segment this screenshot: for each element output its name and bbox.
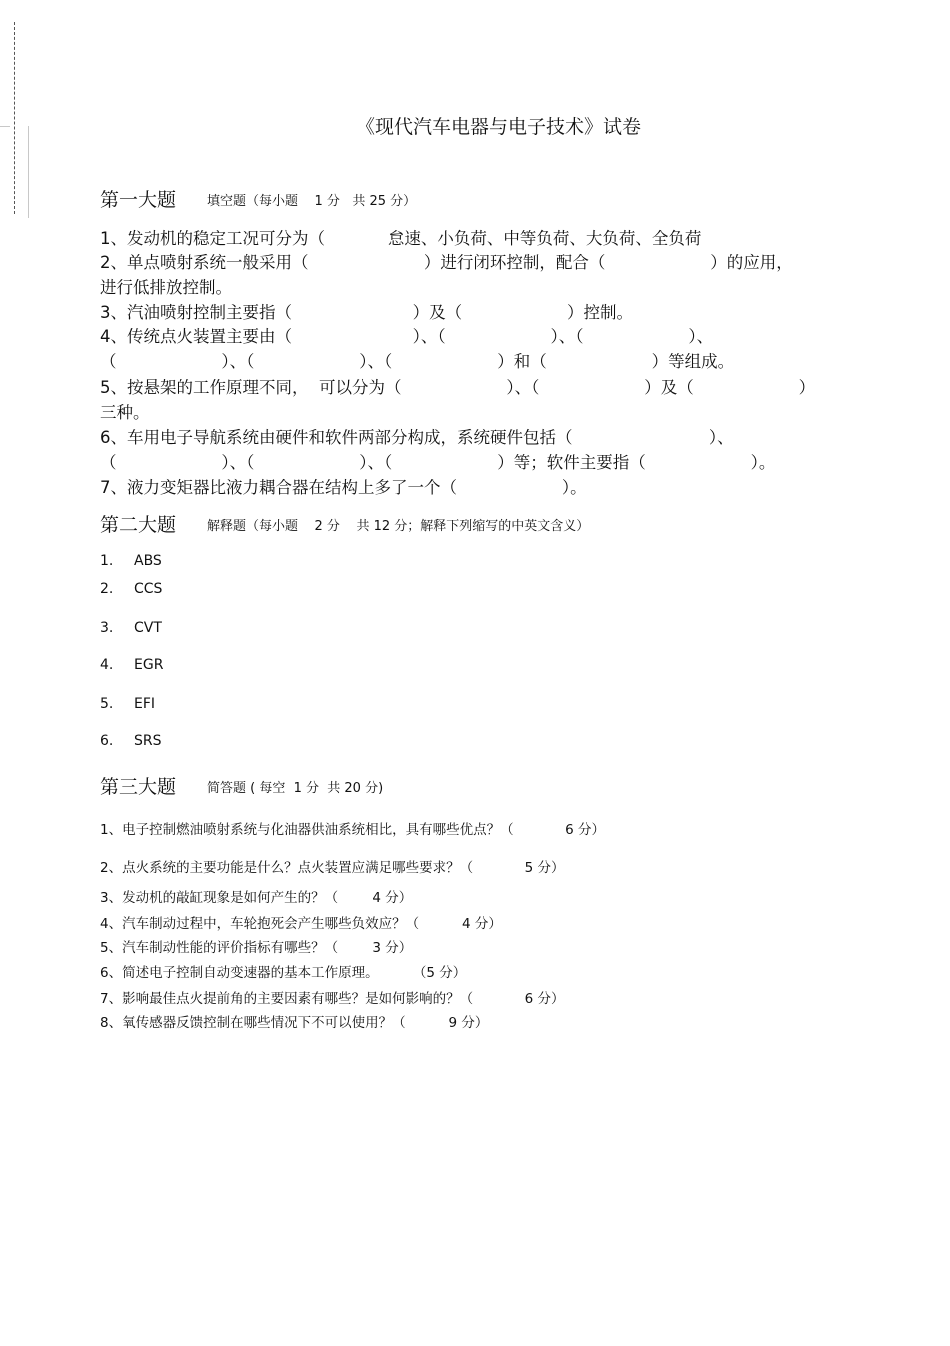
fill-line: 3、汽油喷射控制主要指（ ）及（ ）控制。 [100, 303, 634, 322]
term-number: 2. [100, 581, 114, 597]
term-abbreviation: CVT [134, 620, 162, 636]
term-abbreviation: EFI [134, 696, 156, 712]
term-number: 1. [100, 553, 114, 569]
term-abbreviation: ABS [134, 553, 162, 569]
fill-line: 4、传统点火装置主要由（ ）、（ ）、（ ）、 [100, 327, 714, 346]
section1-subtitle: 填空题（每小题 1 分 共 25 分） [207, 194, 417, 209]
fill-line: 2、单点喷射系统一般采用（ ）进行闭环控制，配合（ ）的应用， [100, 253, 793, 272]
question-item: 8、氧传感器反馈控制在哪些情况下不可以使用？（ 9 分） [100, 1015, 489, 1031]
question-item: 4、汽车制动过程中，车轮抱死会产生哪些负效应？（ 4 分） [100, 916, 502, 932]
binding-margin-line [14, 22, 15, 214]
fill-line: 6、车用电子导航系统由硬件和软件两部分构成，系统硬件包括（ ）、 [100, 428, 734, 447]
term-number: 5. [100, 696, 114, 712]
term-number: 3. [100, 620, 114, 636]
binding-margin-tick [0, 126, 10, 127]
fill-line: 1、发动机的稳定工况可分为（ 怠速、小负荷、中等负荷、大负荷、全负荷 [100, 229, 702, 248]
fill-line: 5、按悬架的工作原理不同， 可以分为（ ）、（ ）及（ ） [100, 378, 816, 397]
fill-line: 三种。 [100, 403, 150, 422]
question-item: 3、发动机的敲缸现象是如何产生的？（ 4 分） [100, 890, 413, 906]
question-item: 1、电子控制燃油喷射系统与化油器供油系统相比，具有哪些优点？（ 6 分） [100, 822, 605, 838]
term-number: 6. [100, 733, 114, 749]
section2-heading: 第二大题 [100, 514, 177, 536]
question-item: 6、简述电子控制自动变速器的基本工作原理。 （5 分） [100, 965, 467, 981]
term-abbreviation: SRS [134, 733, 162, 749]
fill-line: 7、液力变矩器比液力耦合器在结构上多了一个（ ）。 [100, 478, 587, 497]
question-item: 7、影响最佳点火提前角的主要因素有哪些？是如何影响的？（ 6 分） [100, 991, 565, 1007]
section1-heading: 第一大题 [100, 189, 177, 211]
term-abbreviation: EGR [134, 657, 164, 673]
fill-line: 进行低排放控制。 [100, 278, 232, 297]
section2-subtitle: 解释题（每小题 2 分 共 12 分；解释下列缩写的中英文含义） [207, 519, 590, 534]
binding-margin-line-inner [28, 126, 29, 218]
fill-line: （ ）、（ ）、（ ）等；软件主要指（ ）。 [100, 453, 776, 472]
question-item: 2、点火系统的主要功能是什么？点火装置应满足哪些要求？（ 5 分） [100, 860, 565, 876]
term-number: 4. [100, 657, 114, 673]
question-item: 5、汽车制动性能的评价指标有哪些？（ 3 分） [100, 940, 413, 956]
section3-subtitle: 简答题 ( 每空 1 分 共 20 分) [207, 781, 384, 796]
section3-heading: 第三大题 [100, 776, 177, 798]
exam-title: 《现代汽车电器与电子技术》试卷 [356, 116, 642, 138]
term-abbreviation: CCS [134, 581, 163, 597]
fill-line: （ ）、（ ）、（ ）和（ ）等组成。 [100, 352, 735, 371]
